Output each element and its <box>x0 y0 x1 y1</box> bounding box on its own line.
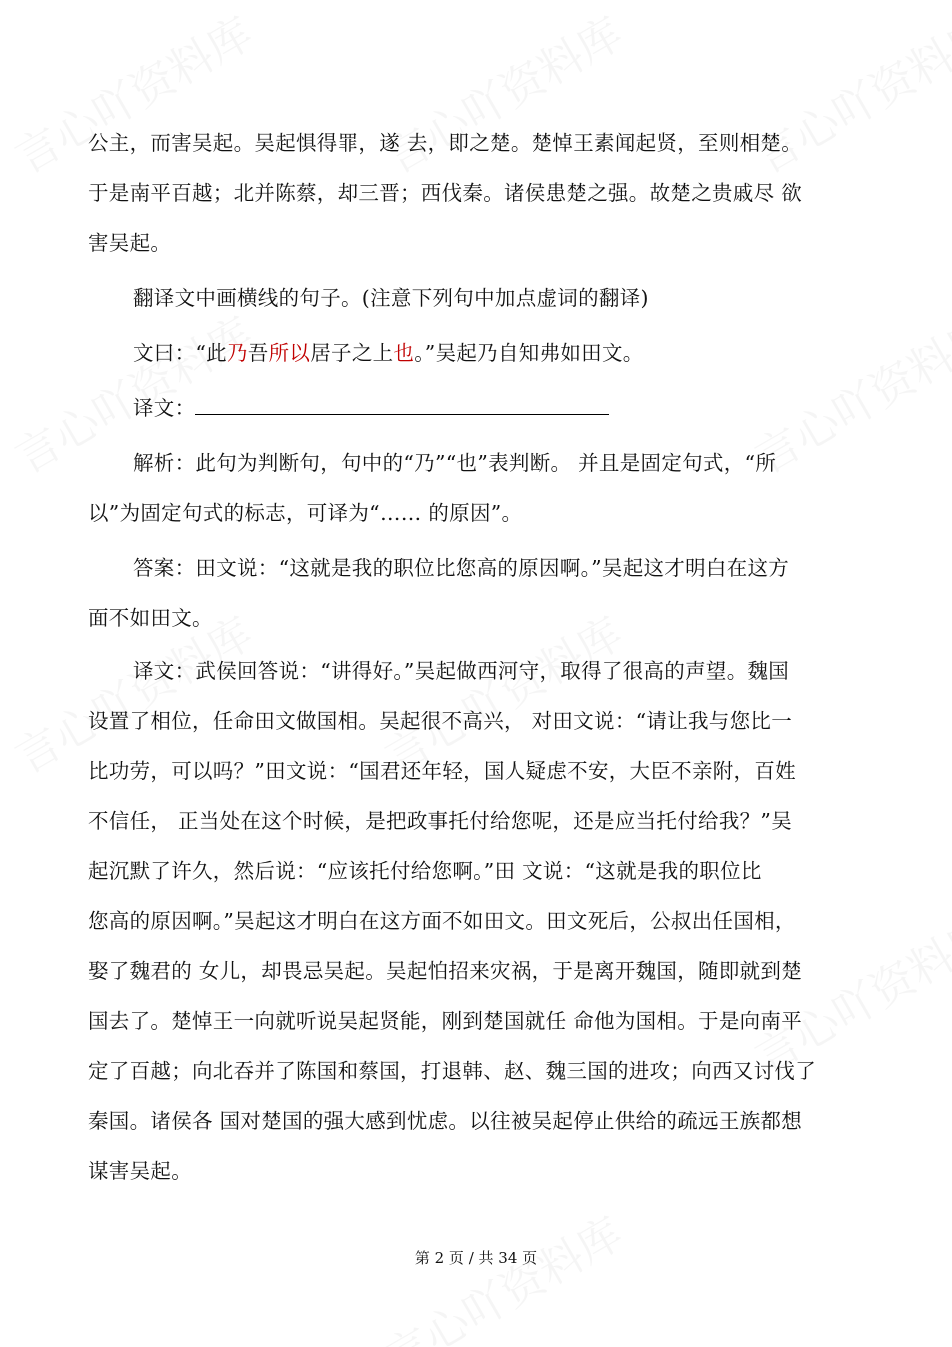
translation-line: 娶了魏君的 女儿，却畏忌吴起。吴起怕招来灾祸，于是离开魏国，随即就到楚 <box>88 959 803 983</box>
translation-line: 国去了。楚悼王一向就听说吴起贤能，刚到楚国就任 命他为国相。于是向南平 <box>88 1009 803 1033</box>
text-line: 害吴起。 <box>88 231 172 255</box>
translation-line: 秦国。诸侯各 国对楚国的强大感到忧虑。以往被吴起停止供给的疏远王族都想 <box>88 1109 803 1133</box>
answer-label: 译文： <box>133 396 196 420</box>
answer-line: 面不如田文。 <box>88 606 213 630</box>
highlighted-word: 所以 <box>268 341 311 365</box>
translation-line: 不信任， 正当处在这个时候，是把政事托付给您呢，还是应当托付给我？”吴 <box>88 809 792 833</box>
answer-blank-row <box>133 391 609 421</box>
translation-line: 定了百越；向北吞并了陈国和蔡国，打退韩、赵、魏三国的进攻；向西又讨伐了 <box>88 1059 816 1083</box>
page-number-footer: 第 2 页 / 共 34 页 <box>414 1249 538 1267</box>
watermark <box>372 1198 633 1347</box>
sentence-part: 居子之上 <box>310 341 394 365</box>
translation-line: 译文：武侯回答说：“讲得好。”吴起做西河守，取得了很高的声望。魏国 <box>133 659 790 683</box>
sentence-part: 。”吴起乃自知弗如田文。 <box>414 341 644 365</box>
highlighted-word: 也 <box>393 341 415 365</box>
translation-line: 您高的原因啊。”吴起这才明白在这方面不如田文。田文死后，公叔出任国相， <box>88 909 796 933</box>
translation-line: 起沉默了许久，然后说：“应该托付给您啊。”田 文说：“这就是我的职位比 <box>88 859 762 883</box>
question-sentence <box>133 336 644 366</box>
translation-line: 设置了相位，任命田文做国相。吴起很不高兴， 对田文说：“请让我与您比一 <box>88 709 792 733</box>
answer-line: 答案：田文说：“这就是我的职位比您高的原因啊。”吴起这才明白在这方 <box>133 556 790 580</box>
watermark <box>372 0 633 186</box>
translation-line: 谋害吴起。 <box>88 1159 192 1183</box>
question-instruction: 翻译文中画横线的句子。(注意下列句中加点虚词的翻译) <box>133 286 649 310</box>
watermark <box>742 0 952 186</box>
sentence-part: 文曰：“此 <box>133 341 227 365</box>
watermark <box>2 0 263 186</box>
answer-blank-line <box>195 396 609 415</box>
text-line: 于是南平百越；北并陈蔡，却三晋；西伐秦。诸侯患楚之强。故楚之贵戚尽 欲 <box>88 181 803 205</box>
text-line: 公主，而害吴起。吴起惧得罪，遂 去，即之楚。楚悼王素闻起贤，至则相楚。 <box>88 131 803 155</box>
translation-line: 比功劳，可以吗？”田文说：“国君还年轻，国人疑虑不安，大臣不亲附，百姓 <box>88 759 796 783</box>
highlighted-word: 乃 <box>226 341 248 365</box>
analysis-line: 以”为固定句式的标志，可译为“…… 的原因”。 <box>88 501 523 525</box>
sentence-part: 吾 <box>247 341 269 365</box>
analysis-line: 解析：此句为判断句，句中的“乃”“也”表判断。 并且是固定句式，“所 <box>133 451 777 475</box>
